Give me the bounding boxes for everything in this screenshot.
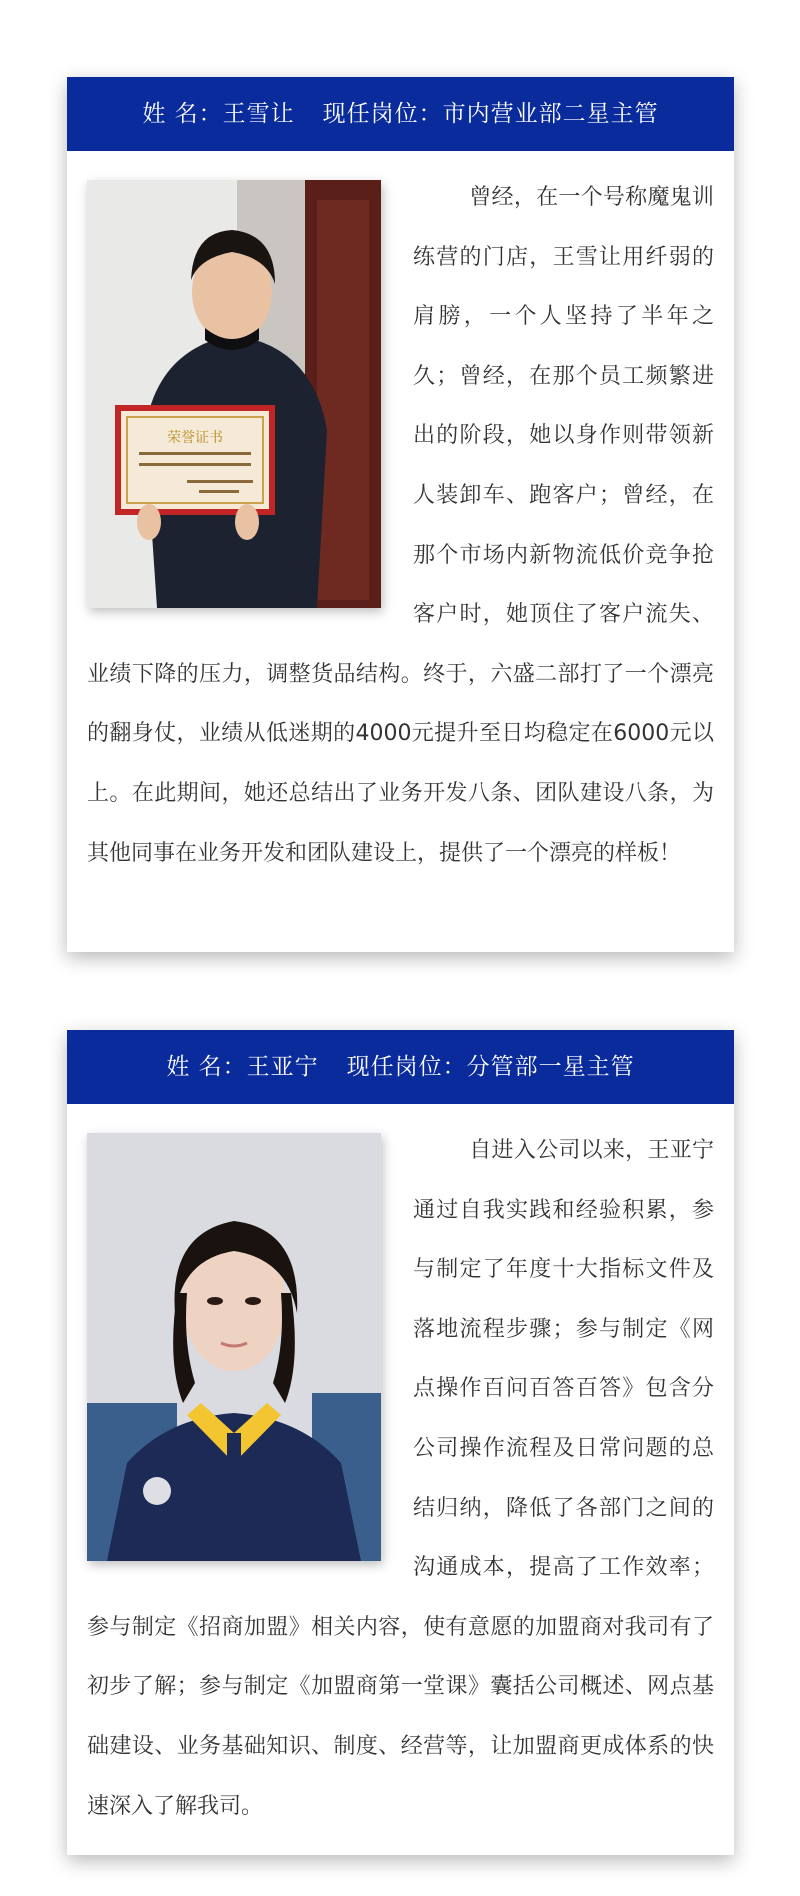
employee-name: 王雪让 (222, 101, 295, 127)
employee-photo (87, 180, 381, 608)
employee-bio: 曾经，在一个号称魔鬼训练营的门店，王雪让用纤弱的肩膀，一个人坚持了半年之久；曾经，在那个员工频繁进出的阶段，她以身作则带领新人装卸车、跑客户；曾经，在那个市场内新物流低价竞争抢客户时，她顶住了客户流失、业绩下降的压力，调整货品结构。终于，六盛二部打了一个漂亮的翻身仗，业绩从低迷期的4000元提升至日均稳定在6000元以上。在此期间，她还总结出了业务开发八条、团队建设八条，为其他同事在业务开发和团队建设上，提供了一个漂亮的样板！ (87, 185, 714, 866)
position-label: 现任岗位： (346, 1054, 467, 1080)
profile-header (67, 77, 734, 151)
profile-body (67, 1104, 734, 1856)
employee-name: 王亚宁 (246, 1054, 319, 1080)
portrait-photo-icon (87, 1133, 381, 1561)
employee-photo (87, 1133, 381, 1561)
employee-bio: 自进入公司以来，王亚宁通过自我实践和经验积累，参与制定了年度十大指标文件及落地流程步骤；参与制定《网点操作百问百答百答》包含分公司操作流程及日常问题的总结归纳，降低了各部门之间的沟通成本，提高了工作效率；参与制定《招商加盟》相关内容，使有意愿的加盟商对我司有了初步了解；参与制定《加盟商第一堂课》囊括公司概述、网点基础建设、业务基础知识、制度、经营等，让加盟商更成体系的快速深入了解我司。 (87, 1138, 714, 1819)
profile-card-2 (67, 1030, 734, 1855)
employee-position: 市内营业部二星主管 (442, 101, 659, 127)
name-label: 姓 名： (166, 1054, 247, 1080)
certificate-title: 荣誉证书 (167, 430, 223, 446)
certificate-photo-icon (87, 180, 381, 608)
position-label: 现任岗位： (322, 101, 443, 127)
name-label: 姓 名： (142, 101, 223, 127)
employee-position: 分管部一星主管 (466, 1054, 635, 1080)
profile-header (67, 1030, 734, 1104)
profile-card-1 (67, 77, 734, 952)
profile-body (67, 151, 734, 903)
